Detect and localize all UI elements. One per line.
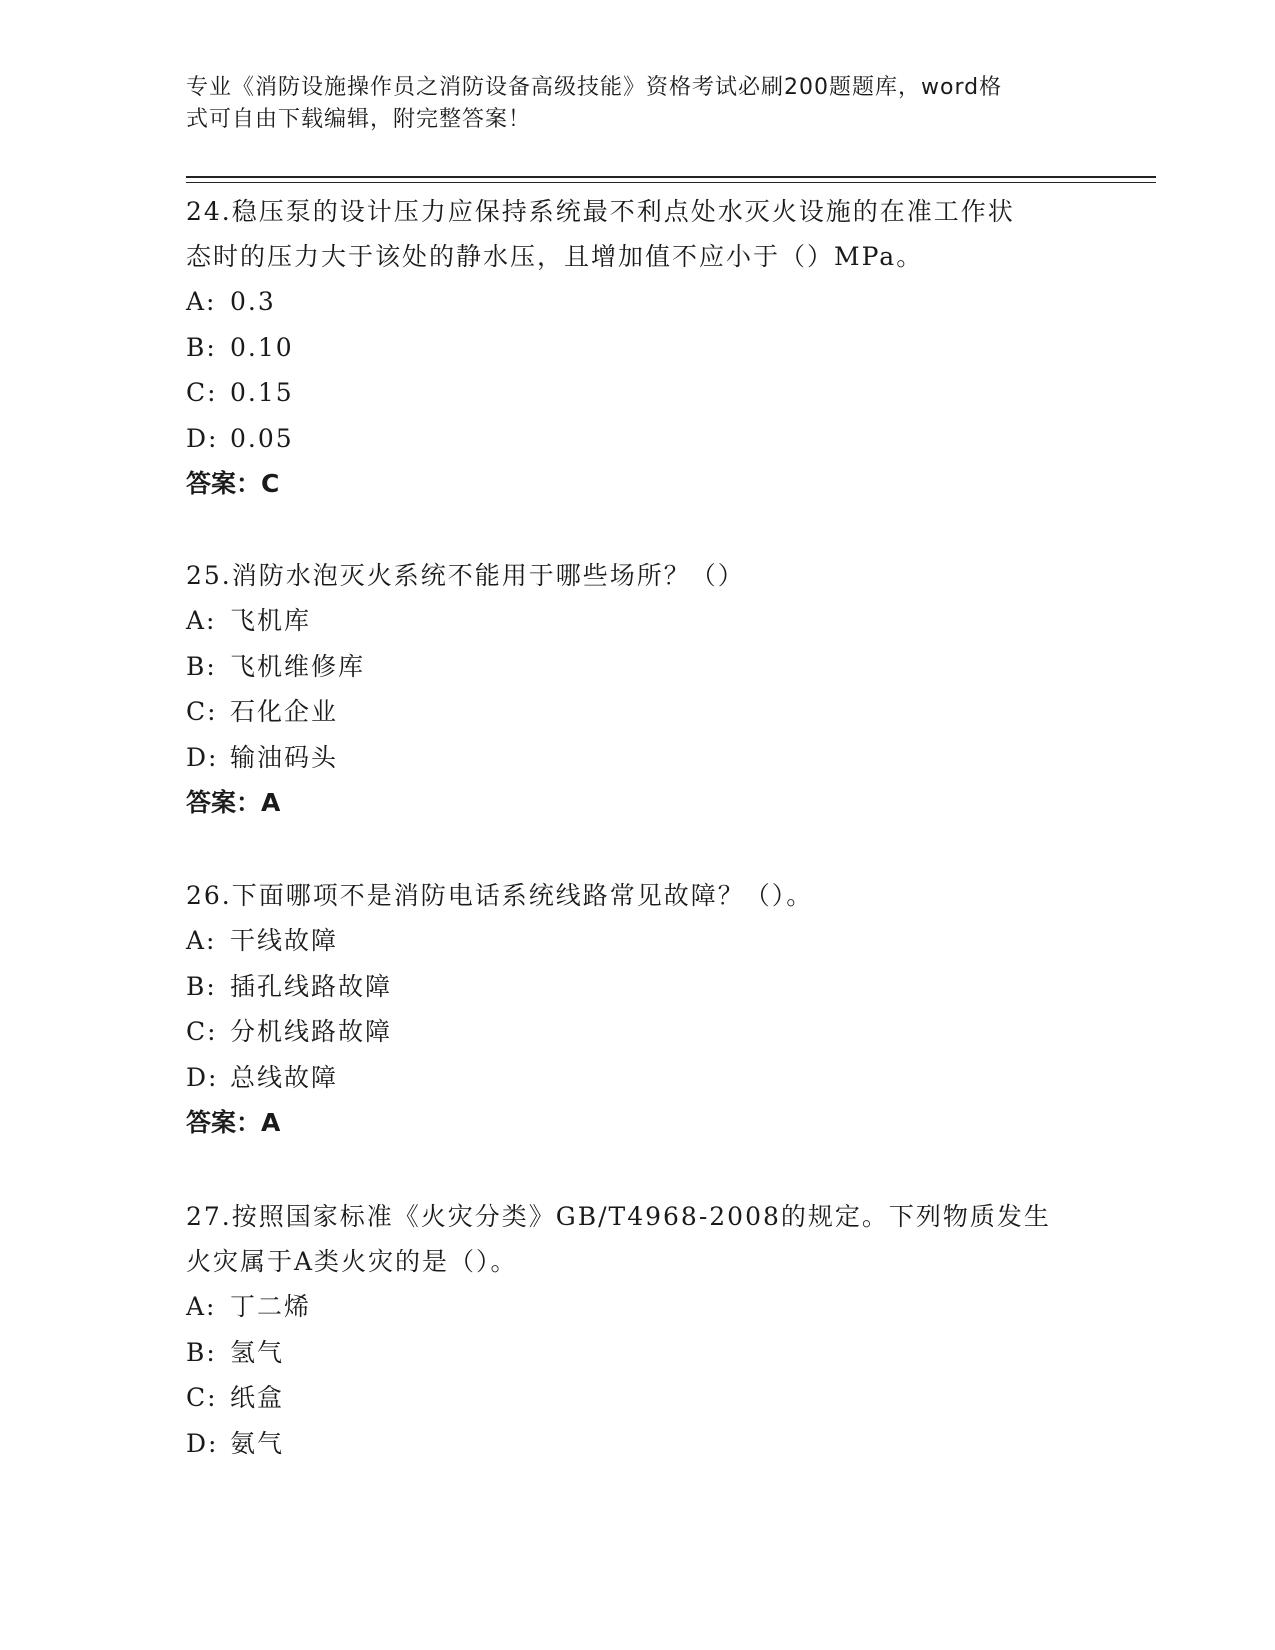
option-key: B: <box>186 332 217 362</box>
option-key: D: <box>186 1062 219 1092</box>
option-c <box>186 689 1086 735</box>
question-line-2: 火灾属于A类火灾的是（）。 <box>186 1247 518 1276</box>
option-text: 氨气 <box>230 1428 285 1458</box>
option-b <box>186 1330 1086 1376</box>
option-key: A: <box>186 926 217 955</box>
option-key: D: <box>186 1428 219 1458</box>
option-c <box>186 370 1086 416</box>
option-key: B: <box>186 651 217 681</box>
question-text <box>186 189 1086 279</box>
option-text: 分机线路故障 <box>230 1017 393 1046</box>
option-key: B: <box>186 971 217 1001</box>
option-text: 0.10 <box>230 332 294 362</box>
option-key: C: <box>186 1017 218 1046</box>
option-d <box>186 735 1086 781</box>
option-text: 干线故障 <box>230 926 339 955</box>
option-text: 0.3 <box>230 287 276 316</box>
question-line-1: 27.按照国家标准《火灾分类》GB/T4968-2008的规定。下列物质发生 <box>186 1202 1051 1231</box>
option-b <box>186 325 1086 371</box>
option-text: 纸盒 <box>230 1383 285 1412</box>
option-text: 插孔线路故障 <box>230 971 393 1001</box>
option-text: 飞机库 <box>230 606 312 635</box>
option-text: 丁二烯 <box>230 1292 312 1321</box>
option-b <box>186 964 1086 1010</box>
option-a <box>186 598 1086 644</box>
option-d <box>186 1421 1086 1467</box>
answer: 答案：A <box>186 788 281 817</box>
option-key: A: <box>186 287 217 316</box>
option-key: C: <box>186 697 218 726</box>
question-text <box>186 1194 1086 1284</box>
option-b <box>186 644 1086 690</box>
question-line-2: 态时的压力大于该处的静水压，且增加值不应小于（）MPa。 <box>186 242 924 271</box>
header-divider-bottom <box>186 182 1156 183</box>
option-text: 石化企业 <box>230 697 339 726</box>
question-24 <box>186 189 1086 506</box>
option-d <box>186 416 1086 462</box>
answer: 答案：A <box>186 1108 281 1137</box>
option-key: D: <box>186 742 219 772</box>
option-key: A: <box>186 1292 217 1321</box>
option-a <box>186 279 1086 325</box>
header-line-1: 专业《消防设施操作员之消防设备高级技能》资格考试必刷200题题库，word格 <box>186 75 1003 100</box>
question-26 <box>186 873 1086 1145</box>
header-divider-top <box>186 176 1156 178</box>
option-text: 0.15 <box>230 378 294 407</box>
option-a <box>186 1284 1086 1330</box>
option-a <box>186 918 1086 964</box>
question-line-1: 24.稳压泵的设计压力应保持系统最不利点处水灭火设施的在准工作状 <box>186 197 1015 226</box>
option-c <box>186 1009 1086 1055</box>
header-line-2: 式可自由下载编辑，附完整答案！ <box>186 107 532 132</box>
question-27 <box>186 1194 1086 1466</box>
option-text: 输油码头 <box>230 742 339 772</box>
option-key: A: <box>186 606 217 635</box>
option-key: D: <box>186 423 219 453</box>
option-text: 0.05 <box>230 423 294 453</box>
question-25 <box>186 553 1086 825</box>
option-c <box>186 1375 1086 1421</box>
question-line-1: 26.下面哪项不是消防电话系统线路常见故障？（）。 <box>186 881 814 910</box>
answer: 答案：C <box>186 469 280 498</box>
question-text <box>186 873 1086 918</box>
document-header <box>186 72 1066 136</box>
option-key: C: <box>186 378 218 407</box>
option-text: 氢气 <box>230 1337 285 1367</box>
option-key: C: <box>186 1383 218 1412</box>
option-text: 总线故障 <box>230 1062 339 1092</box>
question-line-1: 25.消防水泡灭火系统不能用于哪些场所？（） <box>186 561 745 590</box>
option-key: B: <box>186 1337 217 1367</box>
option-text: 飞机维修库 <box>230 651 366 681</box>
question-text <box>186 553 1086 598</box>
option-d <box>186 1055 1086 1101</box>
